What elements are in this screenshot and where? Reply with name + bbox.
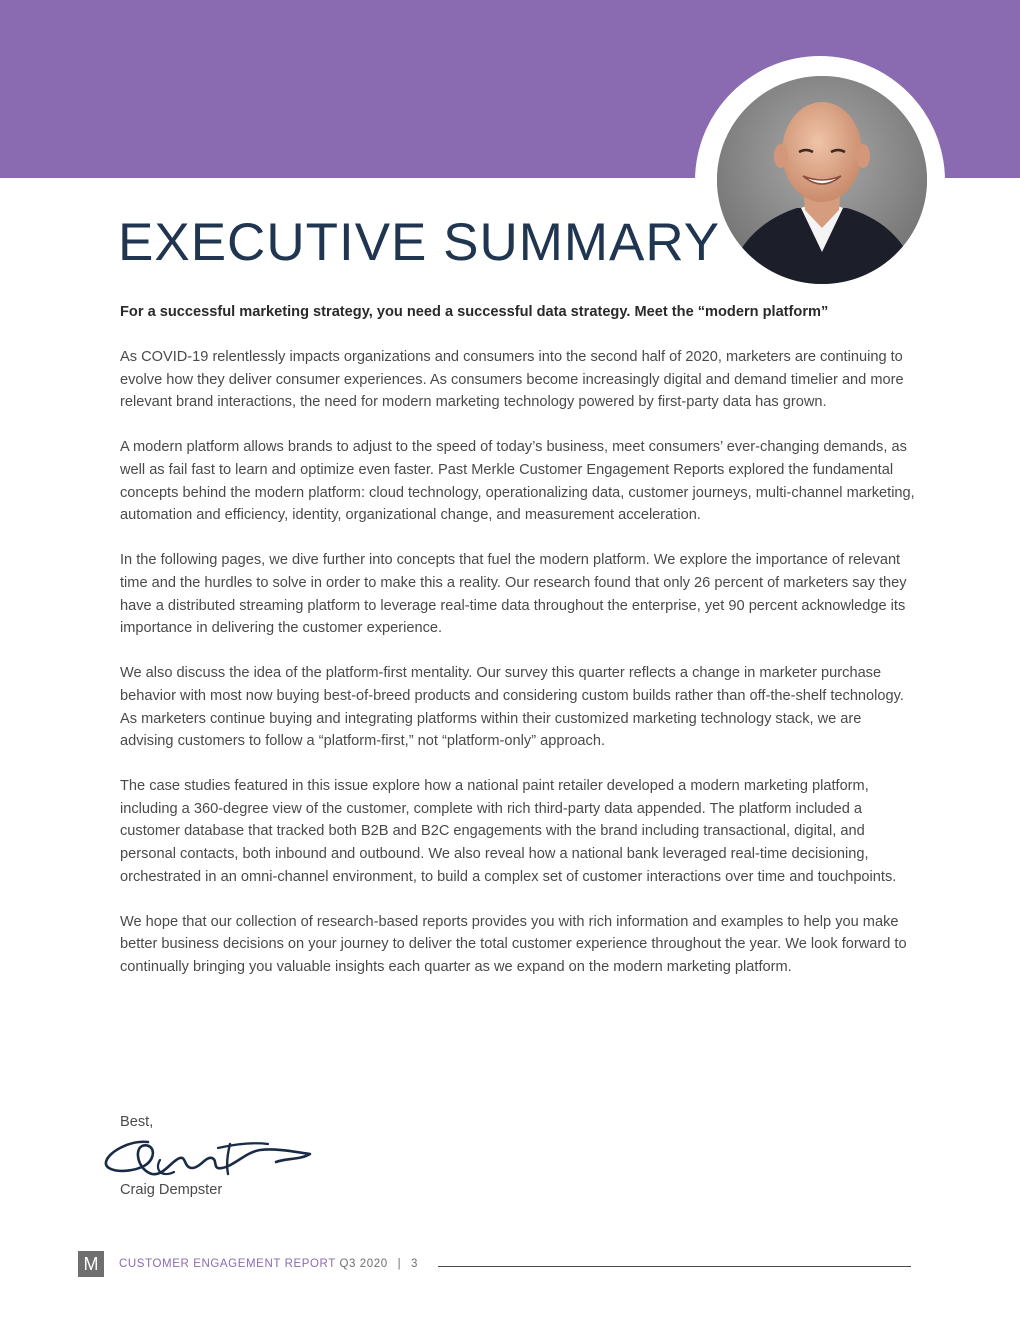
page-title: EXECUTIVE SUMMARY [118,213,721,272]
body-text [120,346,916,1001]
paragraph: As COVID-19 relentlessly impacts organizations and consumers into the second half of 2020, marketers are continuing to evolve how they deliver consumer experiences. As consumers become increasingly digital and demand timelier and more relevant brand interactions, the need for modern marketing technology powered by first-party data has grown. [120,349,904,411]
merkle-logo-icon: M [78,1251,104,1277]
signoff: Best, [120,1114,154,1130]
paragraph: The case studies featured in this issue explore how a national paint retailer developed a modern marketing platform, including a 360-degree view of the customer, complete with rich third-party data appended. The platform included a customer database that tracked both B2B and B2C engagements with the brand including transactional, digital, and personal contacts, both inbound and outbound. We also reveal how a national bank leveraged real-time decisioning, orchestrated in an omni-channel environment, to build a complex set of customer interactions over time and touchpoints. [120,778,897,885]
footer-divider: | [397,1258,402,1270]
person-photo-icon [717,76,927,284]
paragraph: We hope that our collection of research-based reports provides you with rich information and examples to help you make better business decisions on your journey to deliver the total customer experience throughout the year. We look forward to continually bringing you valuable insights each quarter as we expand on the modern marketing platform. [120,913,907,976]
footer-rule [438,1266,911,1267]
footer-quarter: Q3 2020 [339,1258,388,1270]
author-portrait [717,76,927,284]
signature-icon [100,1130,315,1185]
lead-sentence: For a successful marketing strategy, you need a successful data strategy. Meet the “modern platform” [120,304,829,320]
paragraph: A modern platform allows brands to adjust to the speed of today’s business, meet consumers’ ever-changing demands, as well as fail fast to learn and optimize even faster. Past Merkle Customer Engagement Reports explored the fundamental concepts behind the modern platform: cloud technology, operationalizing data, customer journeys, multi-channel marketing, automation and efficiency, identity, organizational change, and measurement acceleration. [120,439,915,524]
page-number: 3 [410,1258,418,1270]
paragraph: In the following pages, we dive further into concepts that fuel the modern platform. We explore the importance of relevant time and the hurdles to solve in order to make this a reality. Our research found that only 26 percent of marketers say they have a distributed streaming platform to leverage real-time data throughout the enterprise, yet 90 percent acknowledge its importance in delivering the customer experience. [120,552,907,637]
footer-report-title: CUSTOMER ENGAGEMENT REPORT [119,1258,336,1270]
signer-name: Craig Dempster [120,1182,223,1198]
footer-label [119,1258,418,1270]
paragraph: We also discuss the idea of the platform-first mentality. Our survey this quarter reflects a change in marketer purchase behavior with most now buying best-of-breed products and considering custom builds rather than off-the-shelf technology. As marketers continue buying and integrating platforms within their customized marketing technology stack, we are advising customers to follow a “platform-first,” not “platform-only” approach. [120,665,904,750]
